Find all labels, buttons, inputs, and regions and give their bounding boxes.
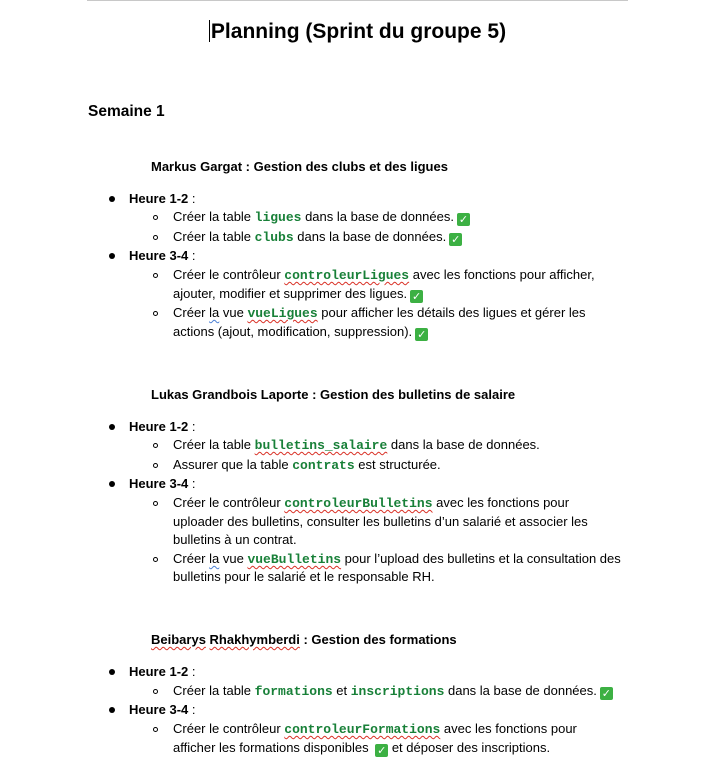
text-cursor	[209, 20, 210, 42]
task-text: Créer le contrôleur	[173, 267, 285, 282]
list-item-hour	[129, 701, 195, 719]
code-vuebulletins: vueBulletins	[247, 552, 342, 567]
check-mark-icon: ✓	[601, 687, 611, 700]
page-top-border	[87, 0, 628, 1]
task-text: Assurer que la table	[173, 457, 293, 472]
task-text: avec les fonctions pour	[432, 495, 570, 510]
list-item-hour	[129, 418, 195, 436]
check-mark-icon: ✓	[412, 290, 422, 303]
task-text: ajouter, modifier et supprimer des ligues.	[173, 286, 408, 301]
colon: :	[188, 191, 196, 206]
list-item-task	[173, 436, 540, 455]
circle-bullet-icon	[153, 501, 158, 506]
code-formations: formations	[254, 684, 333, 699]
list-item-task	[173, 266, 595, 285]
bullet-icon	[109, 707, 115, 713]
colon: :	[188, 702, 196, 717]
week-heading: Semaine 1	[88, 103, 165, 120]
colon: :	[188, 248, 196, 263]
task-text: Créer la table	[173, 209, 255, 224]
list-item-task	[173, 550, 621, 569]
task-text: Créer le contrôleur	[173, 721, 285, 736]
list-item-task-continued	[173, 285, 423, 303]
bullet-icon	[109, 424, 115, 430]
bullet-icon	[109, 481, 115, 487]
colon: :	[188, 476, 196, 491]
task-text: vue	[219, 551, 248, 566]
circle-bullet-icon	[153, 235, 158, 240]
code-clubs: clubs	[254, 230, 294, 245]
hour-label: Heure 1-2	[129, 191, 189, 206]
person-last-name: Rhakhymberdi	[209, 632, 300, 647]
list-item-hour	[129, 663, 195, 681]
task-text: Créer	[173, 551, 210, 566]
person-name: Markus Gargat	[151, 159, 243, 174]
grammar-flag-word: la	[209, 551, 220, 566]
code-bulletins-salaire: bulletins_salaire	[254, 438, 388, 453]
task-text: Créer	[173, 305, 210, 320]
task-text: dans la base de données.	[387, 437, 540, 452]
task-text: Créer la table	[173, 229, 255, 244]
code-vueligues: vueLigues	[247, 306, 318, 321]
list-item-task	[173, 208, 470, 227]
list-item-task	[173, 682, 613, 701]
list-item-task	[173, 494, 569, 513]
task-text: Créer la table	[173, 683, 255, 698]
hour-label: Heure 1-2	[129, 419, 189, 434]
task-text: avec les fonctions pour afficher,	[409, 267, 595, 282]
list-item-task-continued	[173, 568, 435, 586]
code-ligues: ligues	[254, 210, 302, 225]
hour-label: Heure 3-4	[129, 702, 189, 717]
task-text: est structurée.	[354, 457, 441, 472]
bullet-icon	[109, 253, 115, 259]
circle-bullet-icon	[153, 311, 158, 316]
task-text: Créer la table	[173, 437, 255, 452]
task-text: dans la base de données.	[293, 229, 447, 244]
section-heading	[151, 632, 457, 648]
code-contrats: contrats	[292, 458, 355, 473]
document-title-text: Planning (Sprint du groupe 5)	[210, 20, 507, 43]
task-text: bulletins à un contrat.	[173, 532, 297, 547]
list-item-task-continued	[173, 323, 428, 341]
task-text: et déposer des inscriptions.	[388, 740, 551, 755]
code-controleurligues: controleurLigues	[284, 268, 410, 283]
list-item-task-continued	[173, 513, 588, 531]
circle-bullet-icon	[153, 463, 158, 468]
task-text: uploader des bulletins, consulter les bulletins d’un salarié et associer les	[173, 514, 588, 529]
bullet-icon	[109, 196, 115, 202]
person-first-name: Beibarys	[151, 632, 206, 647]
circle-bullet-icon	[153, 557, 158, 562]
list-item-hour	[129, 190, 195, 208]
circle-bullet-icon	[153, 215, 158, 220]
task-text: pour afficher les détails des ligues et gérer les	[317, 305, 586, 320]
task-text: bulletins pour le salarié et le responsable RH.	[173, 569, 435, 584]
task-text: actions (ajout, modification, suppression).	[173, 324, 413, 339]
section-topic: Gestion des clubs et des ligues	[253, 159, 448, 174]
person-name: Lukas Grandbois Laporte	[151, 387, 309, 402]
hour-label: Heure 3-4	[129, 476, 189, 491]
list-item-task	[173, 304, 586, 323]
task-text: Créer le contrôleur	[173, 495, 285, 510]
list-item-hour	[129, 247, 195, 265]
check-mark-icon: ✓	[451, 233, 461, 246]
document-title[interactable]	[0, 19, 715, 45]
list-item-task-continued	[173, 531, 297, 549]
list-item-hour	[129, 475, 195, 493]
code-controleurformations: controleurFormations	[284, 722, 441, 737]
section-heading	[151, 159, 448, 175]
task-text: vue	[219, 305, 248, 320]
code-controleurbulletins: controleurBulletins	[284, 496, 433, 511]
list-item-task-continued	[173, 739, 550, 757]
task-text: afficher les formations disponibles	[173, 740, 373, 755]
task-text: avec les fonctions pour	[440, 721, 577, 736]
colon: :	[188, 664, 196, 679]
list-item-task	[173, 228, 462, 247]
task-text: dans la base de données.	[301, 209, 454, 224]
circle-bullet-icon	[153, 727, 158, 732]
task-text: et	[332, 683, 351, 698]
list-item-task	[173, 456, 441, 475]
code-inscriptions: inscriptions	[350, 684, 445, 699]
list-item-task	[173, 720, 577, 739]
hour-label: Heure 1-2	[129, 664, 189, 679]
circle-bullet-icon	[153, 443, 158, 448]
circle-bullet-icon	[153, 689, 158, 694]
hour-label: Heure 3-4	[129, 248, 189, 263]
task-text: pour l’upload des bulletins et la consultation des	[341, 551, 621, 566]
check-mark-icon: ✓	[417, 328, 427, 341]
check-mark-icon: ✓	[458, 213, 469, 226]
circle-bullet-icon	[153, 273, 158, 278]
section-heading	[151, 387, 515, 403]
bullet-icon	[109, 669, 115, 675]
separator: :	[299, 632, 312, 647]
separator: :	[308, 387, 321, 402]
task-text: dans la base de données.	[444, 683, 597, 698]
section-topic: Gestion des formations	[311, 632, 457, 647]
separator: :	[242, 159, 254, 174]
grammar-flag-word: la	[209, 305, 220, 320]
section-topic: Gestion des bulletins de salaire	[320, 387, 516, 402]
check-mark-icon: ✓	[377, 744, 387, 757]
colon: :	[188, 419, 196, 434]
